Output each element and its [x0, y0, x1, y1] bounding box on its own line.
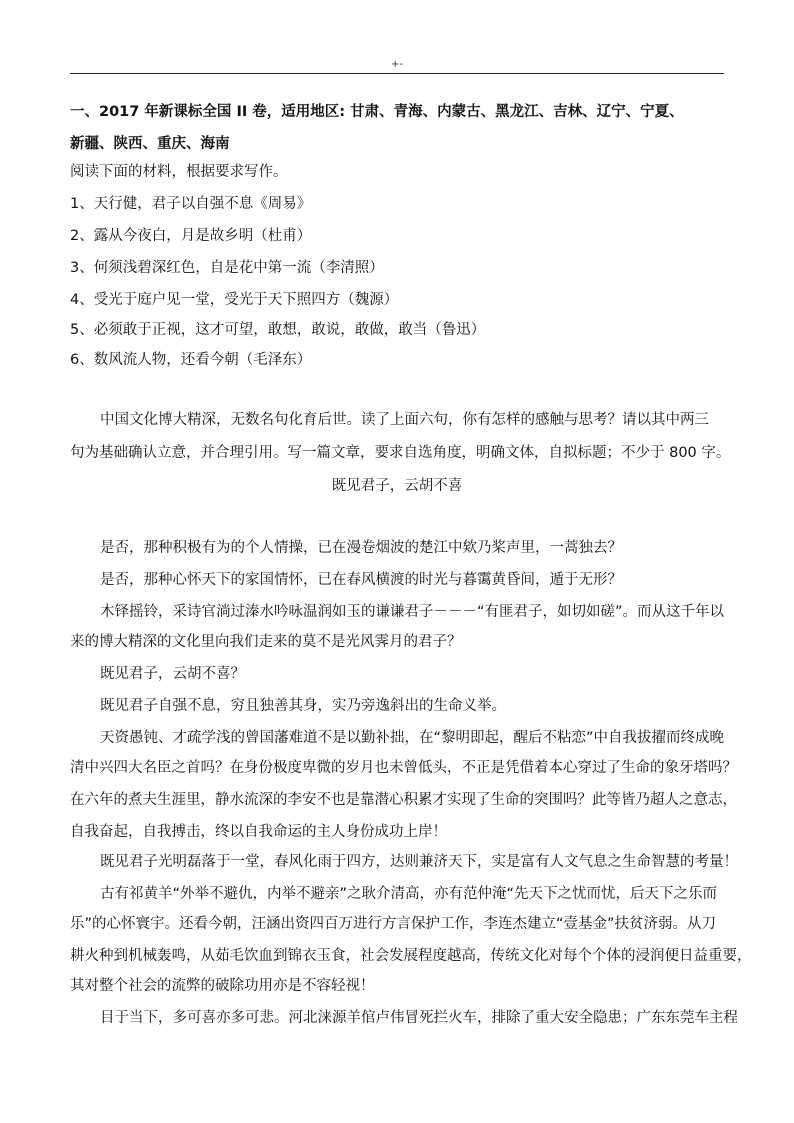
quote-item: 1、天行健，君子以自强不息《周易》 — [70, 196, 312, 212]
essay-line: 目于当下，多可喜亦多可悲。河北涞源羊倌卢伟冒死拦火车，排除了重大安全隐患；广东东莞车主程 — [100, 1010, 738, 1026]
essay-line: 其对整个社会的流弊的破除功用亦是不容轻视！ — [70, 978, 375, 994]
quote-item: 4、受光于庭户见一堂，受光于天下照四方（魏源） — [70, 292, 399, 308]
essay-line: 耕火种到机械轰鸣，从茹毛饮血到锦衣玉食，社会发展程度越高，传统文化对每个个体的浸润便日益重要， — [70, 948, 752, 964]
essay-line: 既见君子，云胡不喜？ — [100, 666, 245, 682]
essay-line: 古有祁黄羊“外举不避仇，内举不避亲”之耿介清高，亦有范仲淹“先天下之忧而忧，后天下之乐而 — [100, 886, 718, 902]
essay-line: 天资愚钝、才疏学浅的曾国藩难道不是以勤补拙，在“黎明即起，醒后不粘恋”中自我拔擢而终成晚 — [100, 730, 725, 746]
essay-line: 自我奋起，自我搏击，终以自我命运的主人身份成功上岸！ — [70, 824, 447, 840]
page-header-mark: +- — [391, 59, 403, 70]
essay-line: 是否，那种心怀天下的家国情怀，已在春风横渡的时光与暮霭黄昏间，遁于无形？ — [100, 572, 622, 588]
essay-line: 在六年的煮夫生涯里，静水流深的李安不也是靠潜心积累才实现了生命的突围吗？此等皆乃超人之意志， — [70, 792, 737, 808]
essay-line: 是否，那种积极有为的个人情操，已在漫卷烟波的楚江中欸乃桨声里，一蒿独去？ — [100, 540, 622, 556]
essay-line: 既见君子光明磊落于一堂，春风化雨于四方，达则兼济天下，实是富有人文气息之生命智慧的考量！ — [100, 854, 738, 870]
essay-line: 清中兴四大名臣之首吗？在身份极度卑微的岁月也未曾低头，不正是凭借着本心穿过了生命的象牙塔吗？ — [70, 760, 737, 776]
task-heading-line1: 一、2017 年新课标全国 II 卷，适用地区: 甘肃、青海、内蒙古、黑龙江、吉林、辽宁、宁夏、 — [70, 104, 684, 120]
essay-line: 既见君子自强不息，穷且独善其身，实乃旁逸斜出的生命义举。 — [100, 698, 506, 714]
essay-title: 既见君子，云胡不喜 — [331, 478, 463, 494]
requirement-line2: 句为基础确认立意，并合理引用。写一篇文章，要求自选角度，明确文体，自拟标题；不少于 800 字。 — [70, 445, 731, 461]
quote-item: 3、何须浅碧深红色，自是花中第一流（李清照） — [70, 260, 384, 276]
essay-line: 乐”的心怀寰宇。还看今朝，汪涵出资四百万进行方言保护工作，李连杰建立“壹基金”扶贫济弱。从刀 — [70, 916, 717, 932]
header-divider — [70, 73, 724, 74]
essay-line: 来的博大精深的文化里向我们走来的莫不是光风霁月的君子？ — [70, 634, 462, 650]
quote-item: 2、露从今夜白，月是故乡明（杜甫） — [70, 228, 312, 244]
task-heading-line2: 新疆、陕西、重庆、海南 — [70, 136, 230, 152]
requirement-line1: 中国文化博大精深，无数名句化育后世。读了上面六句，你有怎样的感触与思考？请以其中两三 — [100, 412, 709, 428]
quote-item: 6、数风流人物，还看今朝（毛泽东） — [70, 352, 312, 368]
quote-item: 5、必须敢于正视，这才可望，敢想，敢说，敢做，敢当（鲁迅） — [70, 322, 486, 338]
task-instruction: 阅读下面的材料，根据要求写作。 — [70, 164, 288, 180]
essay-line: 木铎摇铃，采诗官淌过溱水吟咏温润如玉的谦谦君子－－－“有匪君子，如切如磋”。而从这千年以 — [100, 604, 725, 620]
